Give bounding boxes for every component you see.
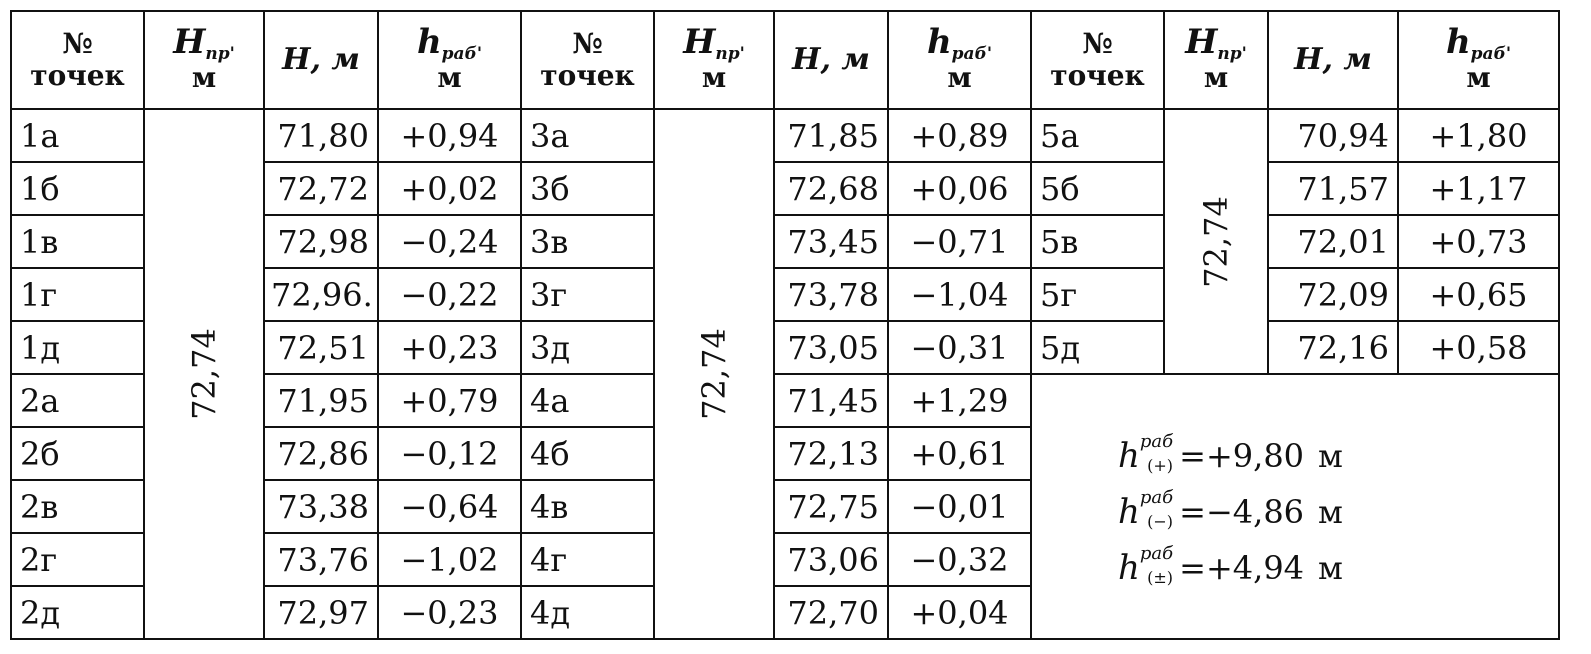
point-id: 1д [11, 321, 144, 374]
point-id: 3д [521, 321, 654, 374]
header-working-mark-1: $h_{раб'}$ м [378, 11, 521, 109]
header-elevation-3: H, м [1268, 11, 1398, 109]
elevation-value: 72,16 [1268, 321, 1398, 374]
point-id: 4г [521, 533, 654, 586]
working-mark-value: +0,61 [888, 427, 1031, 480]
working-mark-value: −0,32 [888, 533, 1031, 586]
point-id: 3б [521, 162, 654, 215]
point-id: 5а [1031, 109, 1164, 162]
table-body [11, 109, 1559, 639]
point-id: 4в [521, 480, 654, 533]
working-mark-value: −0,12 [378, 427, 521, 480]
working-mark-value: +1,80 [1398, 109, 1559, 162]
summary-line [1032, 484, 1558, 540]
elevation-value: 71,45 [774, 374, 888, 427]
point-id: 1а [11, 109, 144, 162]
header-design-elevation-2: $H_{пр'}$ м [654, 11, 774, 109]
point-id: 2в [11, 480, 144, 533]
working-mark-value: −0,01 [888, 480, 1031, 533]
elevation-value: 72,72 [264, 162, 378, 215]
elevation-value: 71,80 [264, 109, 378, 162]
elevation-table-wrapper [10, 10, 1558, 632]
summary-value: =+9,80 [1179, 436, 1305, 475]
summary-unit: м [1318, 548, 1343, 587]
table-row [11, 109, 1559, 162]
design-elevation-cell [144, 109, 264, 639]
elevation-value: 73,45 [774, 215, 888, 268]
working-marks-summary [1031, 374, 1559, 639]
elevation-value: 72,01 [1268, 215, 1398, 268]
point-id: 5г [1031, 268, 1164, 321]
elevation-value: 72,98 [264, 215, 378, 268]
header-elevation-1: H, м [264, 11, 378, 109]
elevation-value: 72,51 [264, 321, 378, 374]
working-mark-value: −1,02 [378, 533, 521, 586]
elevation-table [10, 10, 1560, 640]
point-id: 1г [11, 268, 144, 321]
design-elevation-value: 72,74 [694, 328, 733, 420]
summary-block [1032, 418, 1558, 596]
design-elevation-cell [1164, 109, 1268, 374]
point-id: 4б [521, 427, 654, 480]
working-mark-value: +0,73 [1398, 215, 1559, 268]
point-id: 2г [11, 533, 144, 586]
header-row [11, 11, 1559, 109]
summary-line [1032, 540, 1558, 596]
elevation-value: 73,05 [774, 321, 888, 374]
elevation-value: 72,13 [774, 427, 888, 480]
working-mark-value: +0,06 [888, 162, 1031, 215]
summary-symbol: h [1118, 435, 1140, 476]
design-elevation-value: 72,74 [1196, 195, 1235, 288]
point-id: 5в [1031, 215, 1164, 268]
working-mark-value: +1,17 [1398, 162, 1559, 215]
elevation-value: 73,78 [774, 268, 888, 321]
elevation-value: 71,57 [1268, 162, 1398, 215]
header-design-elevation-1: $H_{пр'}$ м [144, 11, 264, 109]
elevation-value: 71,95 [264, 374, 378, 427]
summary-superscript: раб [1139, 542, 1174, 564]
summary-value: =−4,86 [1179, 492, 1305, 531]
header-working-mark-3: $h_{раб'}$ м [1398, 11, 1559, 109]
header-point-number-1: № точек [11, 11, 144, 109]
working-mark-value: −0,64 [378, 480, 521, 533]
elevation-value: 72,86 [264, 427, 378, 480]
working-mark-value: −1,04 [888, 268, 1031, 321]
point-id: 3г [521, 268, 654, 321]
elevation-value: 73,38 [264, 480, 378, 533]
elevation-value: 72,68 [774, 162, 888, 215]
design-elevation-value: 72,74 [184, 328, 223, 420]
working-mark-value: −0,31 [888, 321, 1031, 374]
elevation-value: 72,96. [264, 268, 378, 321]
summary-subscript: (−) [1147, 511, 1174, 531]
summary-subscript: (+) [1147, 455, 1174, 475]
point-id: 2а [11, 374, 144, 427]
working-mark-value: +1,29 [888, 374, 1031, 427]
summary-symbol: h [1118, 491, 1140, 532]
elevation-value: 71,85 [774, 109, 888, 162]
working-mark-value: +0,23 [378, 321, 521, 374]
working-mark-value: +0,58 [1398, 321, 1559, 374]
working-mark-value: +0,02 [378, 162, 521, 215]
working-mark-value: +0,94 [378, 109, 521, 162]
point-id: 1в [11, 215, 144, 268]
header-point-number-3: № точек [1031, 11, 1164, 109]
working-mark-value: −0,22 [378, 268, 521, 321]
point-id: 3а [521, 109, 654, 162]
header-point-number-2: № точек [521, 11, 654, 109]
summary-subscript: (±) [1147, 567, 1174, 587]
elevation-value: 72,09 [1268, 268, 1398, 321]
summary-value: =+4,94 [1179, 548, 1305, 587]
point-id: 3в [521, 215, 654, 268]
point-id: 2б [11, 427, 144, 480]
point-id: 4д [521, 586, 654, 639]
summary-unit: м [1318, 492, 1343, 531]
summary-superscript: раб [1139, 430, 1174, 452]
working-mark-value: −0,23 [378, 586, 521, 639]
elevation-value: 70,94 [1268, 109, 1398, 162]
summary-superscript: раб [1139, 486, 1174, 508]
point-id: 4а [521, 374, 654, 427]
point-id: 5б [1031, 162, 1164, 215]
header-design-elevation-3: $H_{пр'}$ м [1164, 11, 1268, 109]
point-id: 2д [11, 586, 144, 639]
working-mark-value: +0,65 [1398, 268, 1559, 321]
header-working-mark-2: $h_{раб'}$ м [888, 11, 1031, 109]
elevation-value: 73,06 [774, 533, 888, 586]
working-mark-value: +0,04 [888, 586, 1031, 639]
summary-line [1032, 428, 1558, 484]
elevation-value: 72,70 [774, 586, 888, 639]
elevation-value: 73,76 [264, 533, 378, 586]
point-id: 1б [11, 162, 144, 215]
working-mark-value: −0,24 [378, 215, 521, 268]
elevation-value: 72,75 [774, 480, 888, 533]
working-mark-value: +0,89 [888, 109, 1031, 162]
summary-unit: м [1318, 436, 1343, 475]
header-elevation-2: H, м [774, 11, 888, 109]
elevation-value: 72,97 [264, 586, 378, 639]
point-id: 5д [1031, 321, 1164, 374]
working-mark-value: −0,71 [888, 215, 1031, 268]
design-elevation-cell [654, 109, 774, 639]
summary-symbol: h [1118, 547, 1140, 588]
working-mark-value: +0,79 [378, 374, 521, 427]
